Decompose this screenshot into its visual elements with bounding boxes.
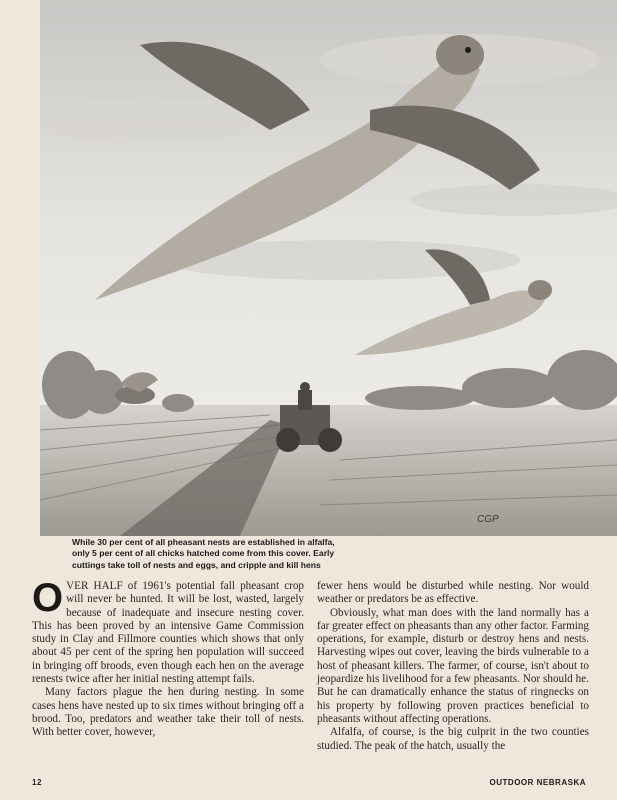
illustration-drawing [40,0,617,536]
caption-line: only 5 per cent of all chicks hatched come from this cover. Early [72,548,335,559]
magazine-title: OUTDOOR NEBRASKA [489,778,586,787]
article-column-left [32,576,304,740]
figure-caption [72,537,592,571]
article-paragraph: Many factors plague the hen during nesting. In some cases hens have nested up to six times without bringing off a brood. Too, predators and weather take their toll of nests. With better cover, however, [32,686,304,739]
paragraph-text: VER HALF of 1961's potential fall pheasant crop will never be hunted. It will be lost, wasted, largely because of inadequate and insecure nesting cover. This has been proved by an intensive Game Commission study in Clay and Fillmore counties which shows that only about 45 per cent of the spring hen population will succeed in bringing off broods, even though each hen on the average renests twice after her initial nesting attempt fails. [32,580,304,686]
caption-line: While 30 per cent of all pheasant nests are established in alfalfa, [72,537,335,547]
artist-signature: CGP [477,514,499,525]
article-paragraph: fewer hens would be disturbed while nesting. Nor would weather or predators be as effective. [317,580,589,606]
caption-line: cuttings take toll of nests and eggs, and cripple and kill hens [72,559,321,570]
article-paragraph: Alfalfa, of course, is the big culprit in the two counties studied. The peak of the hatch, usually the [317,726,589,752]
article-paragraph [32,576,304,686]
drop-cap: O [32,576,64,620]
article-column-right [317,580,589,753]
page-number: 12 [32,778,42,787]
article-paragraph: Obviously, what man does with the land normally has a far greater effect on pheasants than any other factor. Farming operations, for example, disturb or destroy hens and nests. Harvesting wipes out cover, leaving the birds vulnerable to a host of pheasant killers. The farmer, of course, isn't about to jeopardize his livelihood for a few pheasants. Nor should he. But he can dramatically enhance the status of ringnecks on his property by following proven practices beneficial to pheasants without affecting operations. [317,606,590,725]
pheasant-illustration [40,0,617,536]
